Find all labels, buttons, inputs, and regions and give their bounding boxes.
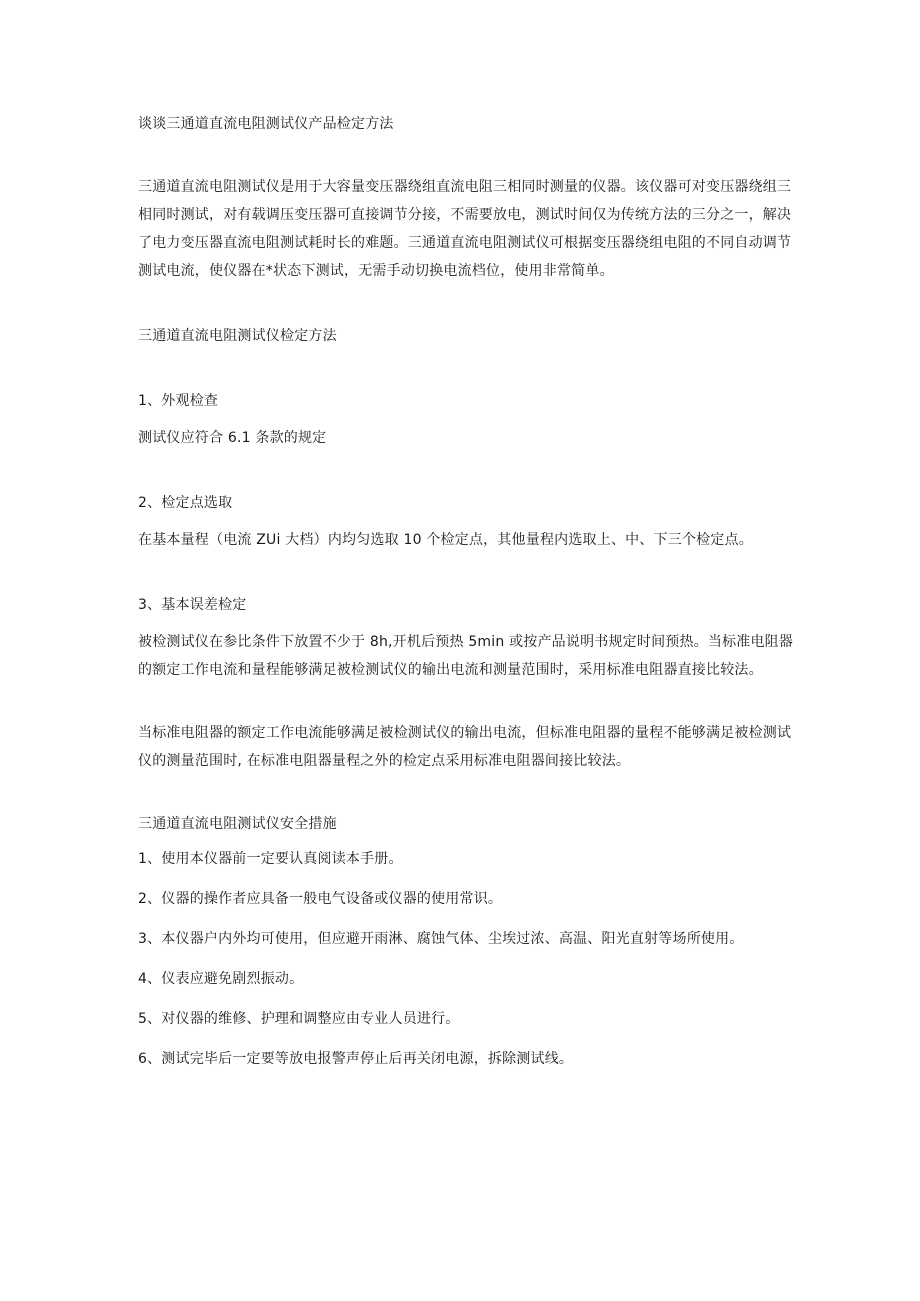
safety-item: 5、对仪器的维修、护理和调整应由专业人员进行。 — [138, 1011, 460, 1027]
safety-item: 1、使用本仪器前一定要认真阅读本手册。 — [138, 851, 403, 867]
item-body: 被检测试仪在参比条件下放置不少于 8h,开机后预热 5min 或按产品说明书规定时间预热。当标准电阻器的额定工作电流和量程能够满足被检测试仪的输出电流和测量范围时，采用标准电阻器直接比较法。 — [138, 634, 794, 678]
item-body: 测试仪应符合 6.1 条款的规定 — [138, 430, 327, 446]
item-heading: 3、基本误差检定 — [138, 597, 247, 613]
safety-item: 3、本仪器户内外均可使用，但应避开雨淋、腐蚀气体、尘埃过浓、高温、阳光直射等场所使用。 — [138, 931, 744, 947]
safety-item: 6、测试完毕后一定要等放电报警声停止后再关闭电源，拆除测试线。 — [138, 1051, 574, 1067]
item-heading: 2、检定点选取 — [138, 495, 233, 511]
safety-item: 2、仪器的操作者应具备一般电气设备或仪器的使用常识。 — [138, 891, 503, 907]
safety-heading: 三通道直流电阻测试仪安全措施 — [138, 816, 337, 832]
intro-paragraph: 三通道直流电阻测试仪是用于大容量变压器绕组直流电阻三相同时测量的仪器。该仪器可对变压器绕组三相同时测试，对有载调压变压器可直接调节分接，不需要放电，测试时间仅为传统方法的三分之一，解决了电力变压器直流电阻测试耗时长的难题。三通道直流电阻测试仪可根据变压器绕组电阻的不同自动调节测试电流，使仪器在*状态下测试，无需手动切换电流档位，使用非常简单。 — [138, 179, 792, 279]
method-heading: 三通道直流电阻测试仪检定方法 — [138, 328, 337, 344]
document-page — [138, 110, 798, 1085]
document-title: 谈谈三通道直流电阻测试仪产品检定方法 — [138, 116, 394, 132]
item-body: 在基本量程（电流 ZUi 大档）内均匀选取 10 个检定点，其他量程内选取上、中、下三个检定点。 — [138, 532, 753, 548]
item-heading: 1、外观检查 — [138, 393, 219, 409]
safety-item: 4、仪表应避免剧烈振动。 — [138, 971, 304, 987]
comparison-paragraph: 当标准电阻器的额定工作电流能够满足被检测试仪的输出电流，但标准电阻器的量程不能够满足被检测试仪的测量范围时, 在标准电阻器量程之外的检定点采用标准电阻器间接比较法。 — [138, 725, 792, 769]
